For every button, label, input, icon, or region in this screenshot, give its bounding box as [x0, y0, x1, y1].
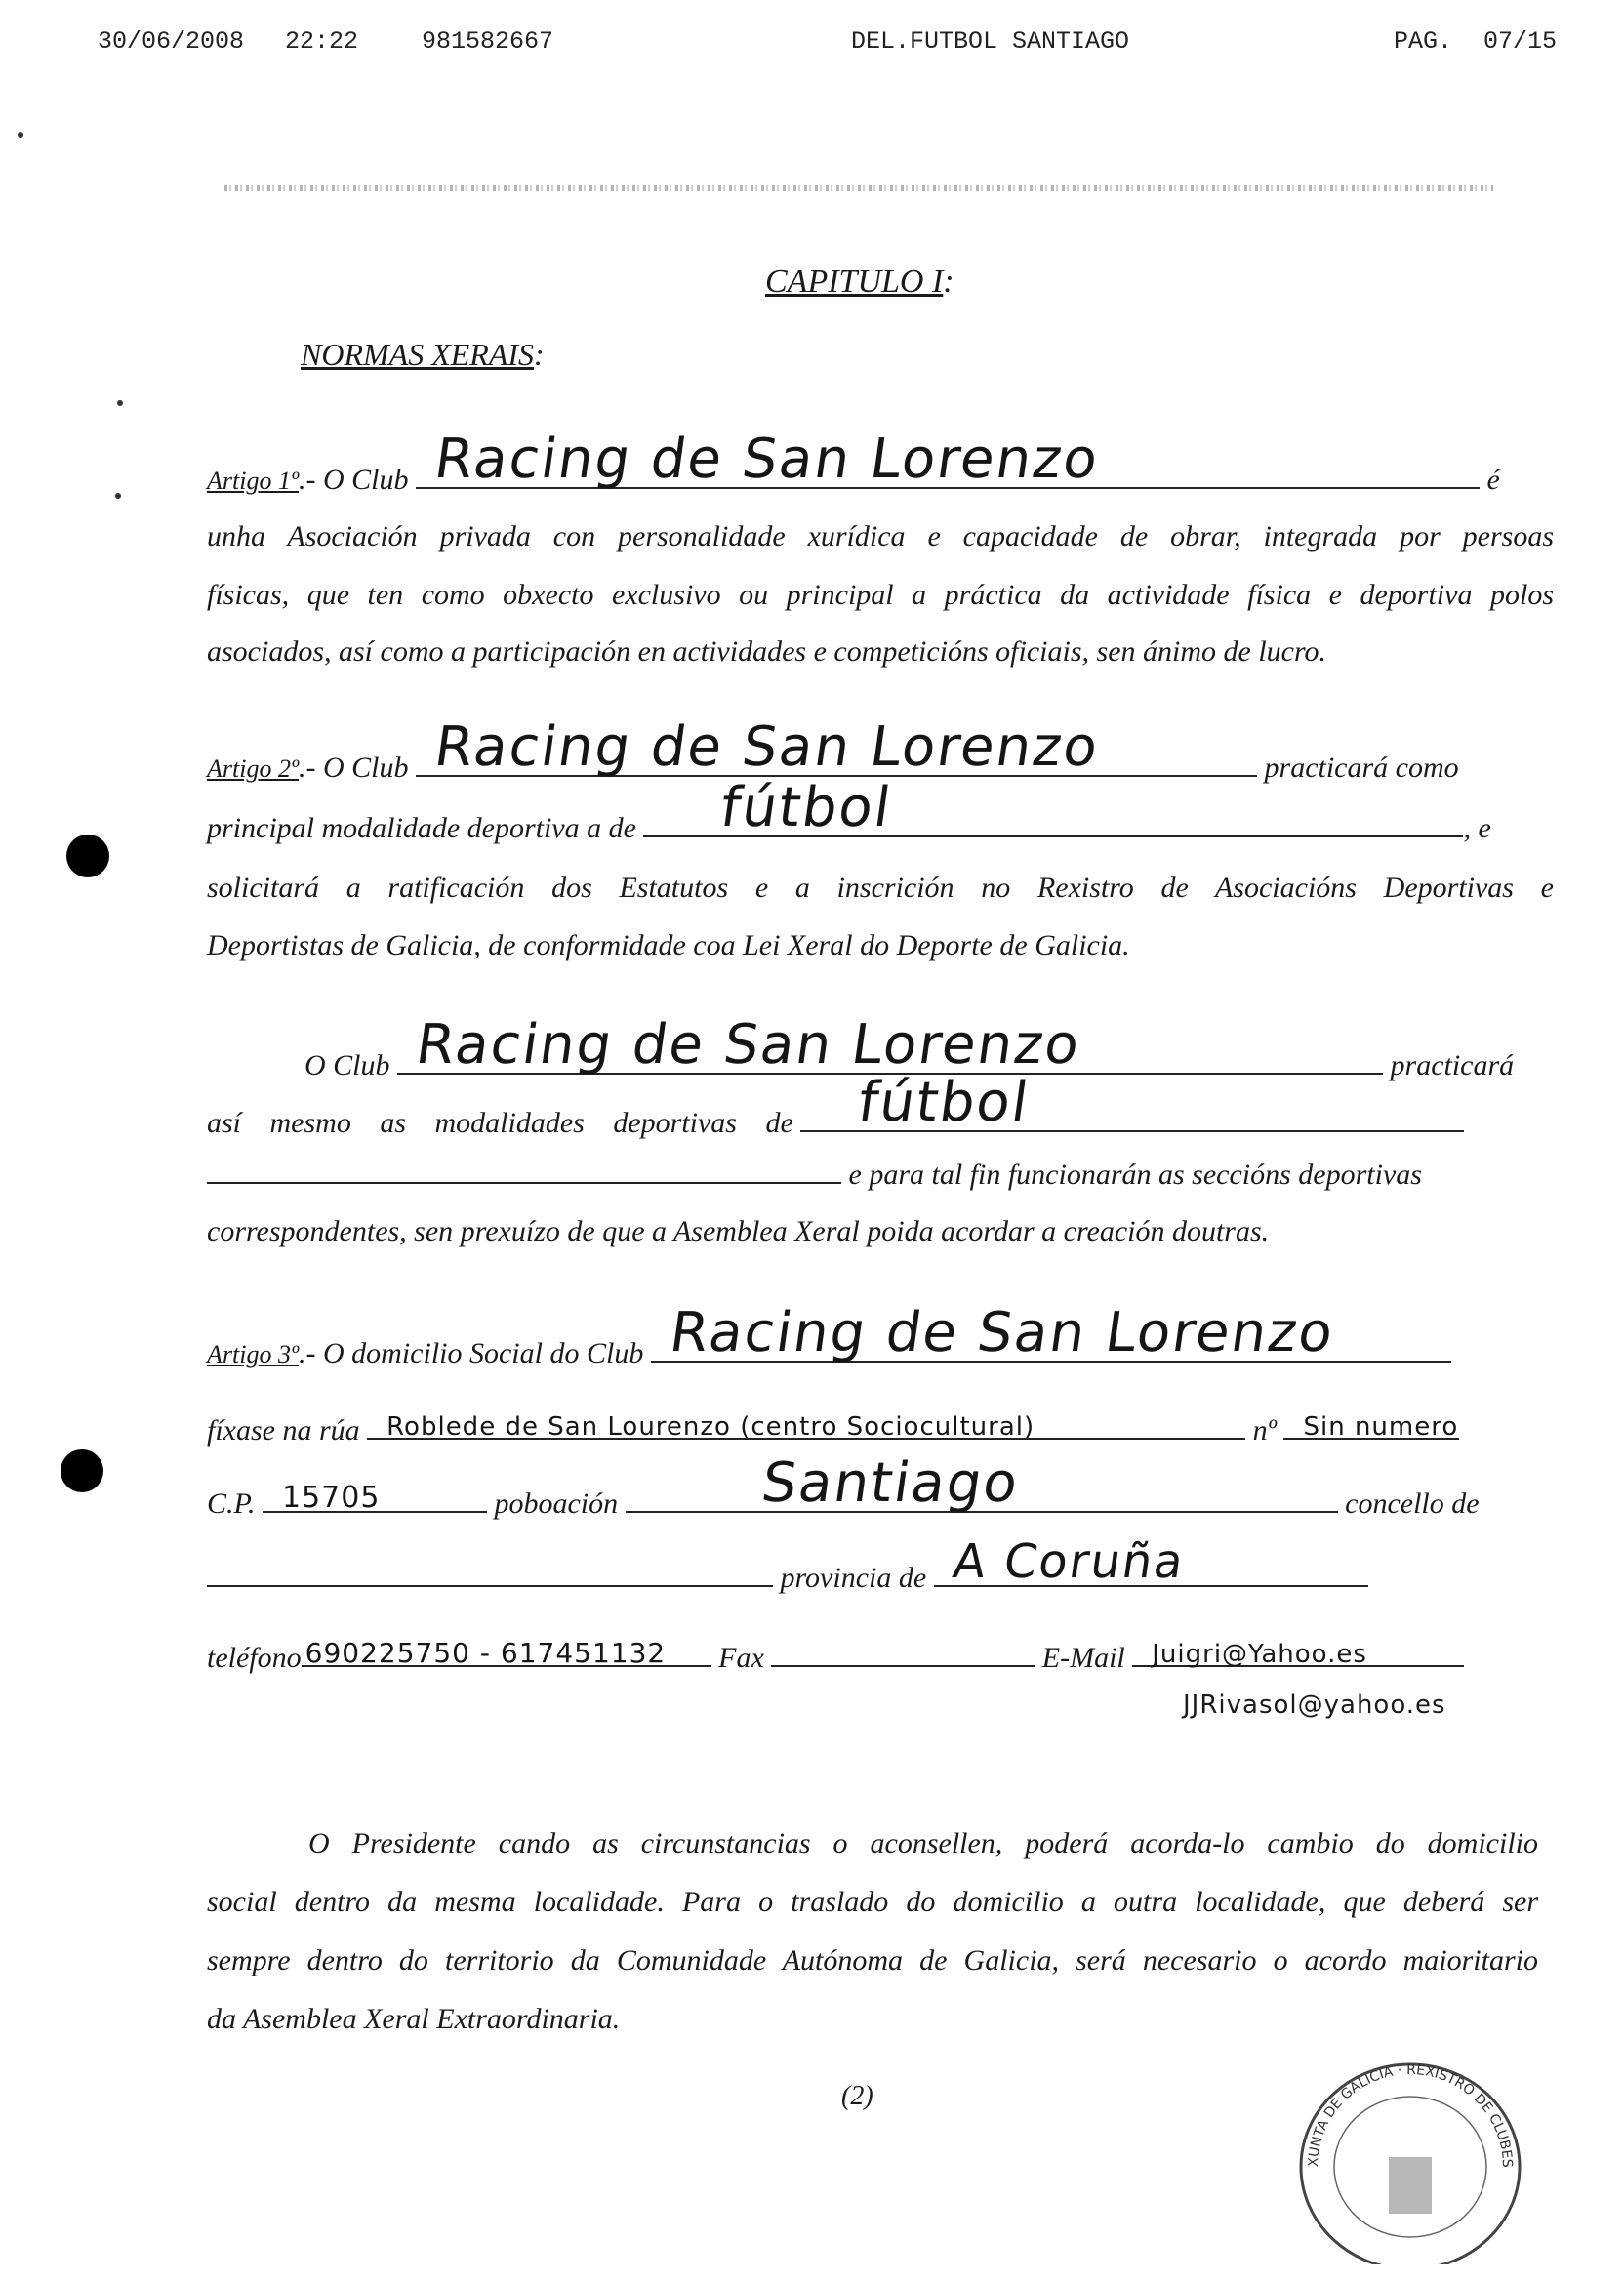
art2b-line3 — [207, 1157, 1554, 1192]
section-heading — [301, 337, 545, 373]
art3-cp-line — [207, 1451, 1554, 1521]
art2b-line: correspondentes, sen prexuízo de que a Asemblea Xeral poida acordar a creación doutras. — [207, 1215, 1270, 1247]
art3-number-handwriting: Sin numero — [1303, 1412, 1459, 1442]
fax-number: 981582667 — [422, 27, 554, 56]
art3-province-handwriting: A Coruña — [949, 1534, 1189, 1589]
art2b-sport-handwriting: fútbol — [854, 1071, 1035, 1134]
art3-street-field — [367, 1412, 1245, 1440]
art3-number-label: nº — [1252, 1414, 1277, 1447]
art3-phone-handwriting: 690225750 - 617451132 — [304, 1637, 667, 1669]
art2-sport-line — [207, 776, 1554, 845]
page-number: (2) — [841, 2081, 873, 2111]
art3-council-label: concello de — [1345, 1487, 1480, 1520]
closing-line: O Presidente cando as circunstancias o aconsellen, poderá acorda-lo cambio do domicilio — [308, 1827, 1538, 1859]
svg-text:XUNTA DE GALICIA · REXISTRO DE — [1288, 2050, 1515, 2168]
art2b-sport-field — [800, 1071, 1464, 1134]
scan-speck — [117, 400, 123, 406]
art3-contact-line — [207, 1637, 1554, 1675]
stamp-text: XUNTA DE GALICIA · REXISTRO DE CLUBES — [1305, 2061, 1516, 2169]
art1-line: asociados, así como a participación en actividades e competicións oficiais, sen ánimo de lucro. — [207, 635, 1327, 668]
art2b-lead: O Club — [304, 1049, 390, 1081]
scan-speck — [18, 132, 23, 138]
art3-province-label: provincia de — [780, 1562, 927, 1594]
art2-sport-field — [643, 776, 1463, 839]
art1-end: é — [1486, 464, 1500, 496]
binder-hole — [66, 835, 109, 877]
art2-sport-handwriting: fútbol — [716, 776, 897, 839]
art3-first-line — [207, 1301, 1554, 1370]
art3-street-handwriting: Roblede de San Lourenzo (centro Sociocultural) — [386, 1412, 1035, 1442]
art1-first-line — [207, 428, 1554, 497]
section-title: NORMAS XERAIS — [301, 337, 535, 372]
art3-email-field — [1132, 1640, 1464, 1667]
binder-hole — [61, 1449, 103, 1492]
closing-line: social dentro da mesma localidade. Para o traslado do domicilio a outra localidade, que deberá ser — [207, 1886, 1538, 1918]
art3-town-field — [626, 1451, 1338, 1515]
art3-cp-field — [263, 1481, 487, 1515]
art2-club-field — [416, 715, 1257, 779]
art1-club-field — [416, 428, 1480, 491]
art2b-after-club: practicará — [1390, 1049, 1515, 1081]
art3-club-handwriting: Racing de San Lorenzo — [666, 1301, 1339, 1365]
art3-council-field — [207, 1560, 773, 1587]
art3-fax-label: Fax — [718, 1642, 764, 1674]
art3-province-field — [934, 1534, 1368, 1589]
art2-line: Deportistas de Galicia, de conformidade coa Lei Xeral do Deporte de Galicia. — [207, 929, 1130, 961]
art3-street-line — [207, 1412, 1554, 1447]
closing-line: sempre dentro do territorio da Comunidade Autónoma de Galicia, será necesario o acordo maioritario — [207, 1944, 1538, 1976]
art3-phone-field — [302, 1637, 711, 1669]
art3-phone-label: teléfono — [207, 1642, 302, 1674]
art2-after-club: practicará como — [1264, 752, 1459, 784]
fax-time: 22:22 — [285, 27, 359, 56]
fax-page-label: PAG. — [1394, 27, 1453, 56]
art3-province-line — [207, 1534, 1554, 1595]
fax-date: 30/06/2008 — [98, 27, 245, 56]
art2-lead: .- O Club — [299, 752, 409, 784]
art2-label: Artigo 2º — [207, 754, 300, 783]
art3-lead: .- O domicilio Social do Club — [299, 1337, 644, 1369]
art3-email2-handwriting: JJRivasol@yahoo.es — [1183, 1691, 1446, 1720]
closing-line: da Asemblea Xeral Extraordinaria. — [207, 2003, 621, 2035]
fax-sender: DEL.FUTBOL SANTIAGO — [851, 27, 1130, 56]
section-colon: : — [534, 337, 545, 372]
art3-fax-field — [771, 1640, 1035, 1667]
art1-line: físicas, que ten como obxecto exclusivo ou principal a práctica da actividade física e deportiva polos — [207, 579, 1554, 611]
art2b-line2-lead: así mesmo as modalidades deportivas de — [207, 1107, 793, 1139]
chapter-colon: : — [943, 264, 954, 300]
art1-club-handwriting: Racing de San Lorenzo — [430, 428, 1104, 491]
art1-line: unha Asociación privada con personalidade xurídica e capacidade de obrar, integrada por persoas — [207, 520, 1554, 552]
art2b-club-handwriting: Racing de San Lorenzo — [412, 1013, 1085, 1077]
art3-club-field — [651, 1301, 1451, 1365]
art3-street-label: fíxase na rúa — [207, 1414, 360, 1447]
art3-number-field — [1283, 1412, 1459, 1440]
art2b-line3-tail: e para tal fin funcionarán as seccións deportivas — [848, 1159, 1422, 1191]
art2b-sport-line — [207, 1071, 1554, 1140]
art1-lead: .- O Club — [299, 464, 409, 496]
art3-email-label: E-Mail — [1041, 1642, 1125, 1674]
official-stamp — [1288, 2050, 1532, 2264]
art3-cp-handwriting: 15705 — [281, 1481, 381, 1515]
art3-town-handwriting: Santiago — [757, 1451, 1024, 1515]
art2-line2-end: , e — [1463, 812, 1491, 844]
art2-line: solicitará a ratificación dos Estatutos e a inscrición no Rexistro de Asociacións Deportivas e — [207, 872, 1554, 904]
art3-email1-handwriting: Juigri@Yahoo.es — [1152, 1640, 1367, 1669]
art1-label: Artigo 1º — [207, 467, 300, 495]
art2-club-handwriting: Racing de San Lorenzo — [430, 715, 1104, 779]
art2b-blank-field — [207, 1157, 841, 1184]
fax-page: 07/15 — [1483, 27, 1558, 56]
scan-speck — [115, 493, 121, 499]
chapter-heading — [765, 264, 954, 301]
scan-noise-line — [224, 185, 1493, 191]
art3-town-label: poboación — [494, 1487, 619, 1520]
chapter-title: CAPITULO I — [765, 264, 944, 300]
art2-line2-lead: principal modalidade deportiva a de — [207, 812, 636, 844]
art3-cp-label: C.P. — [207, 1487, 256, 1520]
art3-label: Artigo 3º — [207, 1340, 300, 1368]
